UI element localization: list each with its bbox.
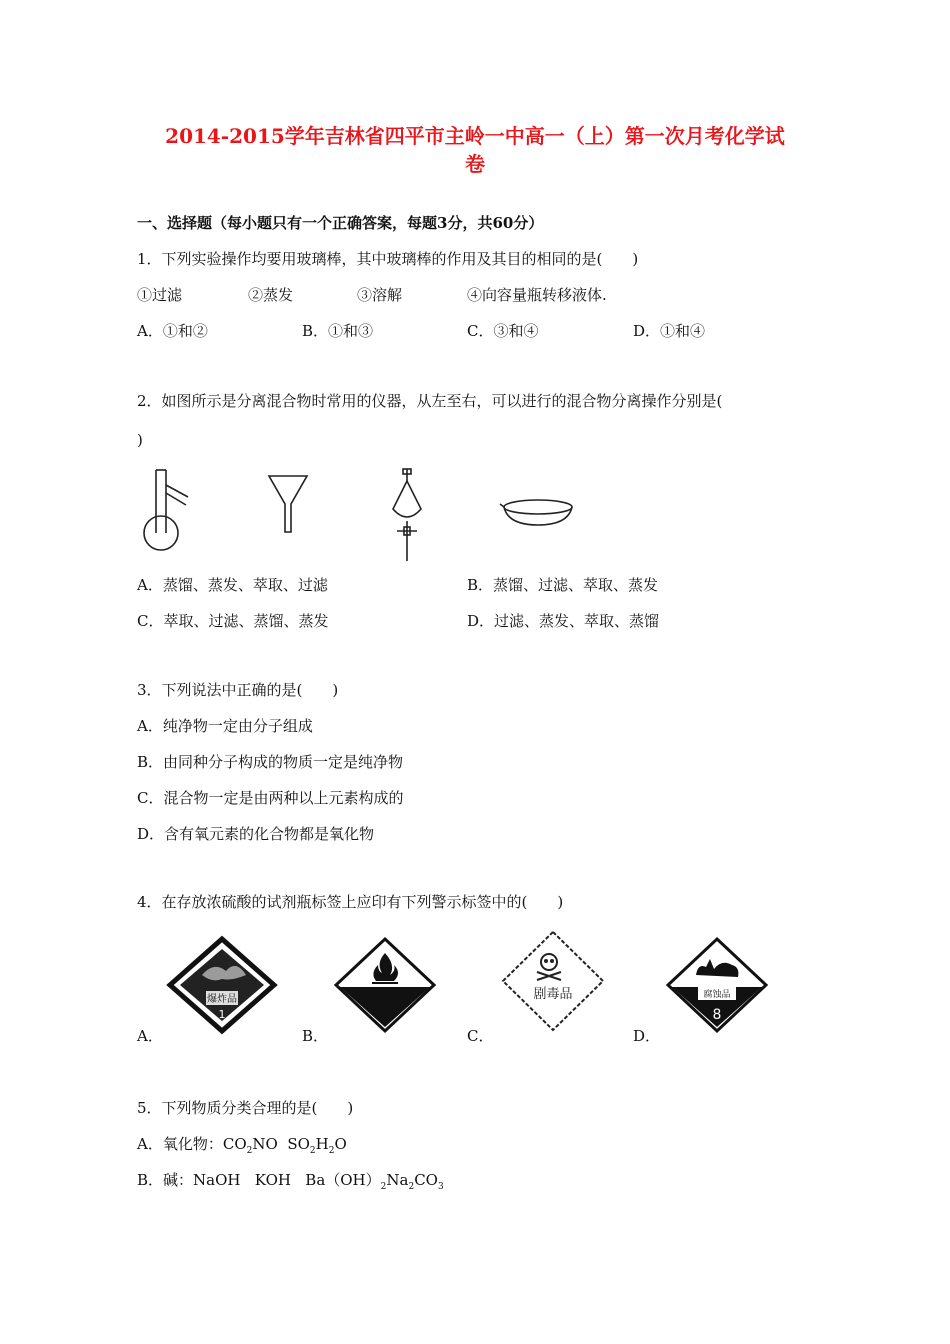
- q5-stem: 5．下列物质分类合理的是( ): [137, 1099, 354, 1117]
- q1-option-d[interactable]: D．①和④: [633, 322, 706, 340]
- q3-option-a[interactable]: A．纯净物一定由分子组成: [137, 717, 313, 735]
- funnel-icon: [263, 470, 313, 540]
- q5-option-a[interactable]: [137, 1134, 347, 1161]
- q3-option-c[interactable]: C．混合物一定是由两种以上元素构成的: [137, 789, 404, 807]
- q1-item-2: ②蒸发: [248, 286, 294, 304]
- formula-co2: $CO_2$: [222, 1135, 253, 1156]
- q2-option-a[interactable]: A．蒸馏、蒸发、萃取、过滤: [137, 576, 328, 594]
- corrosive-sign-label: 腐蚀品: [703, 990, 731, 1000]
- q1-option-a[interactable]: A．①和②: [137, 322, 208, 340]
- formula-naoh: NaOH: [193, 1171, 241, 1189]
- toxic-warning-sign-icon: [497, 928, 609, 1034]
- corrosive-sign-number: 8: [712, 1007, 722, 1023]
- q3-stem: 3．下列说法中正确的是( ): [137, 681, 339, 699]
- toxic-sign-label: 剧毒品: [533, 987, 573, 1002]
- q4-stem: 4．在存放浓硫酸的试剂瓶标签上应印有下列警示标签中的( ): [137, 893, 564, 911]
- evaporating-dish-icon: [498, 495, 578, 535]
- section-heading: 一、选择题（每小题只有一个正确答案，每题3分，共60分）: [137, 214, 544, 232]
- separatory-funnel-icon: [385, 465, 430, 565]
- formula-na2co3: $Na_2CO_3$: [386, 1171, 444, 1192]
- formula-no: NO: [252, 1135, 278, 1153]
- q1-item-1: ①过滤: [137, 286, 183, 304]
- formula-h2o: $H_2O$: [315, 1135, 347, 1156]
- q3-option-b[interactable]: B．由同种分子构成的物质一定是纯净物: [137, 753, 404, 771]
- q3-option-d[interactable]: D．含有氧元素的化合物都是氧化物: [137, 825, 375, 843]
- q4-option-a[interactable]: A．: [137, 1027, 163, 1045]
- q5-option-a-prefix: A．氧化物：: [137, 1135, 223, 1153]
- q1-option-b[interactable]: B．①和③: [302, 322, 374, 340]
- distillation-flask-icon: [130, 465, 215, 555]
- q1-item-3: ③溶解: [357, 286, 403, 304]
- q5-option-b-prefix: B．碱：: [137, 1171, 194, 1189]
- q2-stem-line2: ): [137, 431, 143, 449]
- formula-koh: KOH: [254, 1171, 291, 1189]
- formula-so2: $SO_2$: [287, 1135, 316, 1156]
- q1-stem: 1．下列实验操作均要用玻璃棒，其中玻璃棒的作用及其目的相同的是( ): [137, 250, 639, 268]
- q2-stem-line1: 2．如图所示是分离混合物时常用的仪器，从左至右，可以进行的混合物分离操作分别是(: [137, 392, 723, 410]
- explosive-sign-label: 爆炸品: [207, 994, 237, 1005]
- q4-option-d[interactable]: D．: [633, 1027, 661, 1045]
- explosive-sign-number: 1: [218, 1008, 226, 1021]
- page-title-line2: 卷: [465, 152, 485, 176]
- q2-option-d[interactable]: D．过滤、蒸发、萃取、蒸馏: [467, 612, 660, 630]
- q1-item-4: ④向容量瓶转移液体.: [467, 286, 607, 304]
- q1-option-c[interactable]: C．③和④: [467, 322, 539, 340]
- q2-option-b[interactable]: B．蒸馏、过滤、萃取、蒸发: [467, 576, 659, 594]
- q4-option-c[interactable]: C．: [467, 1027, 494, 1045]
- corrosive-warning-sign-icon: [662, 935, 772, 1035]
- q5-option-b[interactable]: [137, 1170, 444, 1197]
- flammable-warning-sign-icon: [330, 935, 440, 1035]
- formula-baoh2: $Ba(OH)_2$: [305, 1171, 387, 1192]
- explosive-warning-sign-icon: [162, 935, 282, 1035]
- page-title-line1: 2014-2015学年吉林省四平市主岭一中高一（上）第一次月考化学试: [165, 124, 785, 148]
- q2-option-c[interactable]: C．萃取、过滤、蒸馏、蒸发: [137, 612, 329, 630]
- q4-option-b[interactable]: B．: [302, 1027, 329, 1045]
